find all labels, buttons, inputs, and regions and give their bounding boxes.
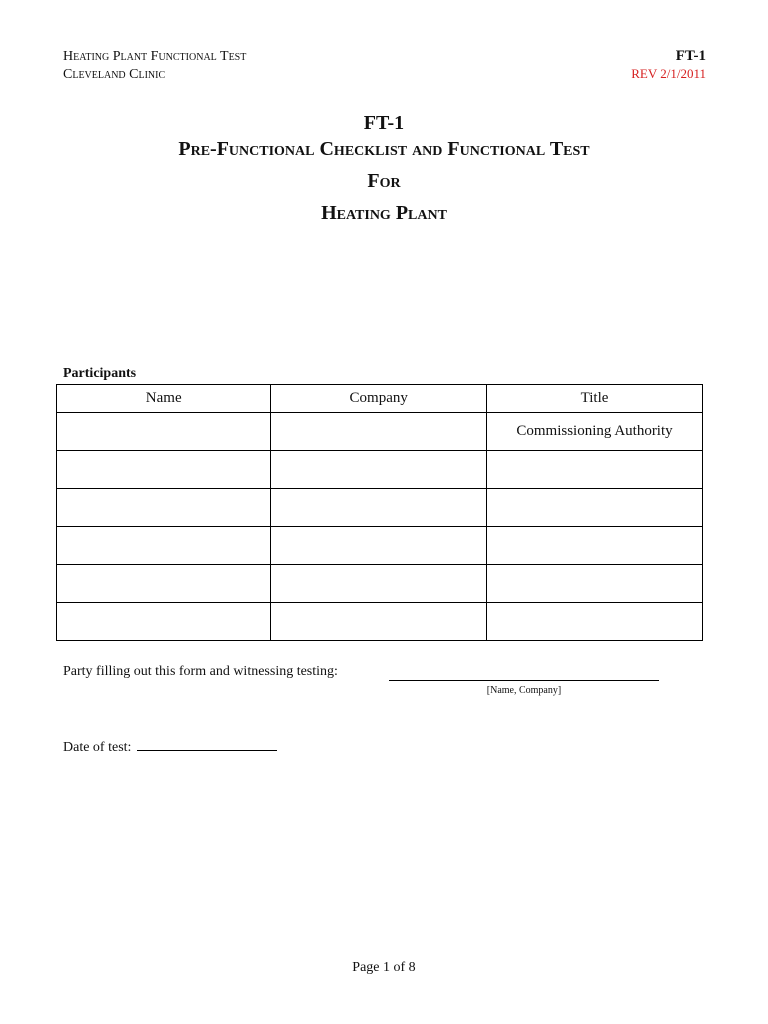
title-cell[interactable] bbox=[487, 451, 703, 489]
title-subject: Heating Plant bbox=[321, 202, 447, 224]
participants-table bbox=[56, 384, 703, 641]
company-cell[interactable] bbox=[271, 489, 487, 527]
table-row bbox=[57, 489, 703, 527]
name-cell[interactable] bbox=[57, 603, 271, 641]
company-cell[interactable] bbox=[271, 413, 487, 451]
participants-label: Participants bbox=[63, 366, 137, 381]
table-row bbox=[57, 413, 703, 451]
header-document-title: Heating Plant Functional Test bbox=[63, 49, 247, 64]
title-cell[interactable] bbox=[487, 527, 703, 565]
title-form-code: FT-1 bbox=[363, 112, 405, 134]
company-cell[interactable] bbox=[271, 527, 487, 565]
title-cell[interactable] bbox=[487, 489, 703, 527]
title-main: Pre-Functional Checklist and Functional Test bbox=[178, 138, 590, 160]
page-number: Page 1 of 8 bbox=[352, 960, 416, 975]
header-form-code: FT-1 bbox=[675, 48, 706, 64]
date-blank-line[interactable] bbox=[137, 737, 277, 751]
title-for: For bbox=[367, 170, 401, 192]
column-header-name: Name bbox=[57, 385, 271, 413]
party-label: Party filling out this form and witnessing testing: bbox=[63, 664, 338, 679]
table-row bbox=[57, 451, 703, 489]
table-row bbox=[57, 527, 703, 565]
company-cell[interactable] bbox=[271, 451, 487, 489]
participants-header-row bbox=[57, 385, 703, 413]
name-cell[interactable] bbox=[57, 527, 271, 565]
name-cell[interactable] bbox=[57, 413, 271, 451]
company-cell[interactable] bbox=[271, 603, 487, 641]
date-label: Date of test: bbox=[63, 740, 132, 755]
table-row bbox=[57, 565, 703, 603]
name-cell[interactable] bbox=[57, 451, 271, 489]
header-revision: REV 2/1/2011 bbox=[631, 66, 706, 81]
party-signature-line[interactable] bbox=[389, 680, 659, 681]
party-caption: [Name, Company] bbox=[486, 685, 562, 696]
date-row bbox=[63, 737, 277, 756]
title-cell[interactable] bbox=[487, 603, 703, 641]
header-organization: Cleveland Clinic bbox=[63, 67, 166, 82]
title-cell[interactable] bbox=[487, 565, 703, 603]
name-cell[interactable] bbox=[57, 565, 271, 603]
name-cell[interactable] bbox=[57, 489, 271, 527]
column-header-company: Company bbox=[271, 385, 487, 413]
column-header-title: Title bbox=[487, 385, 703, 413]
table-row bbox=[57, 603, 703, 641]
header-right bbox=[631, 47, 706, 83]
company-cell[interactable] bbox=[271, 565, 487, 603]
header-left bbox=[63, 48, 246, 84]
title-cell[interactable]: Commissioning Authority bbox=[487, 413, 703, 451]
